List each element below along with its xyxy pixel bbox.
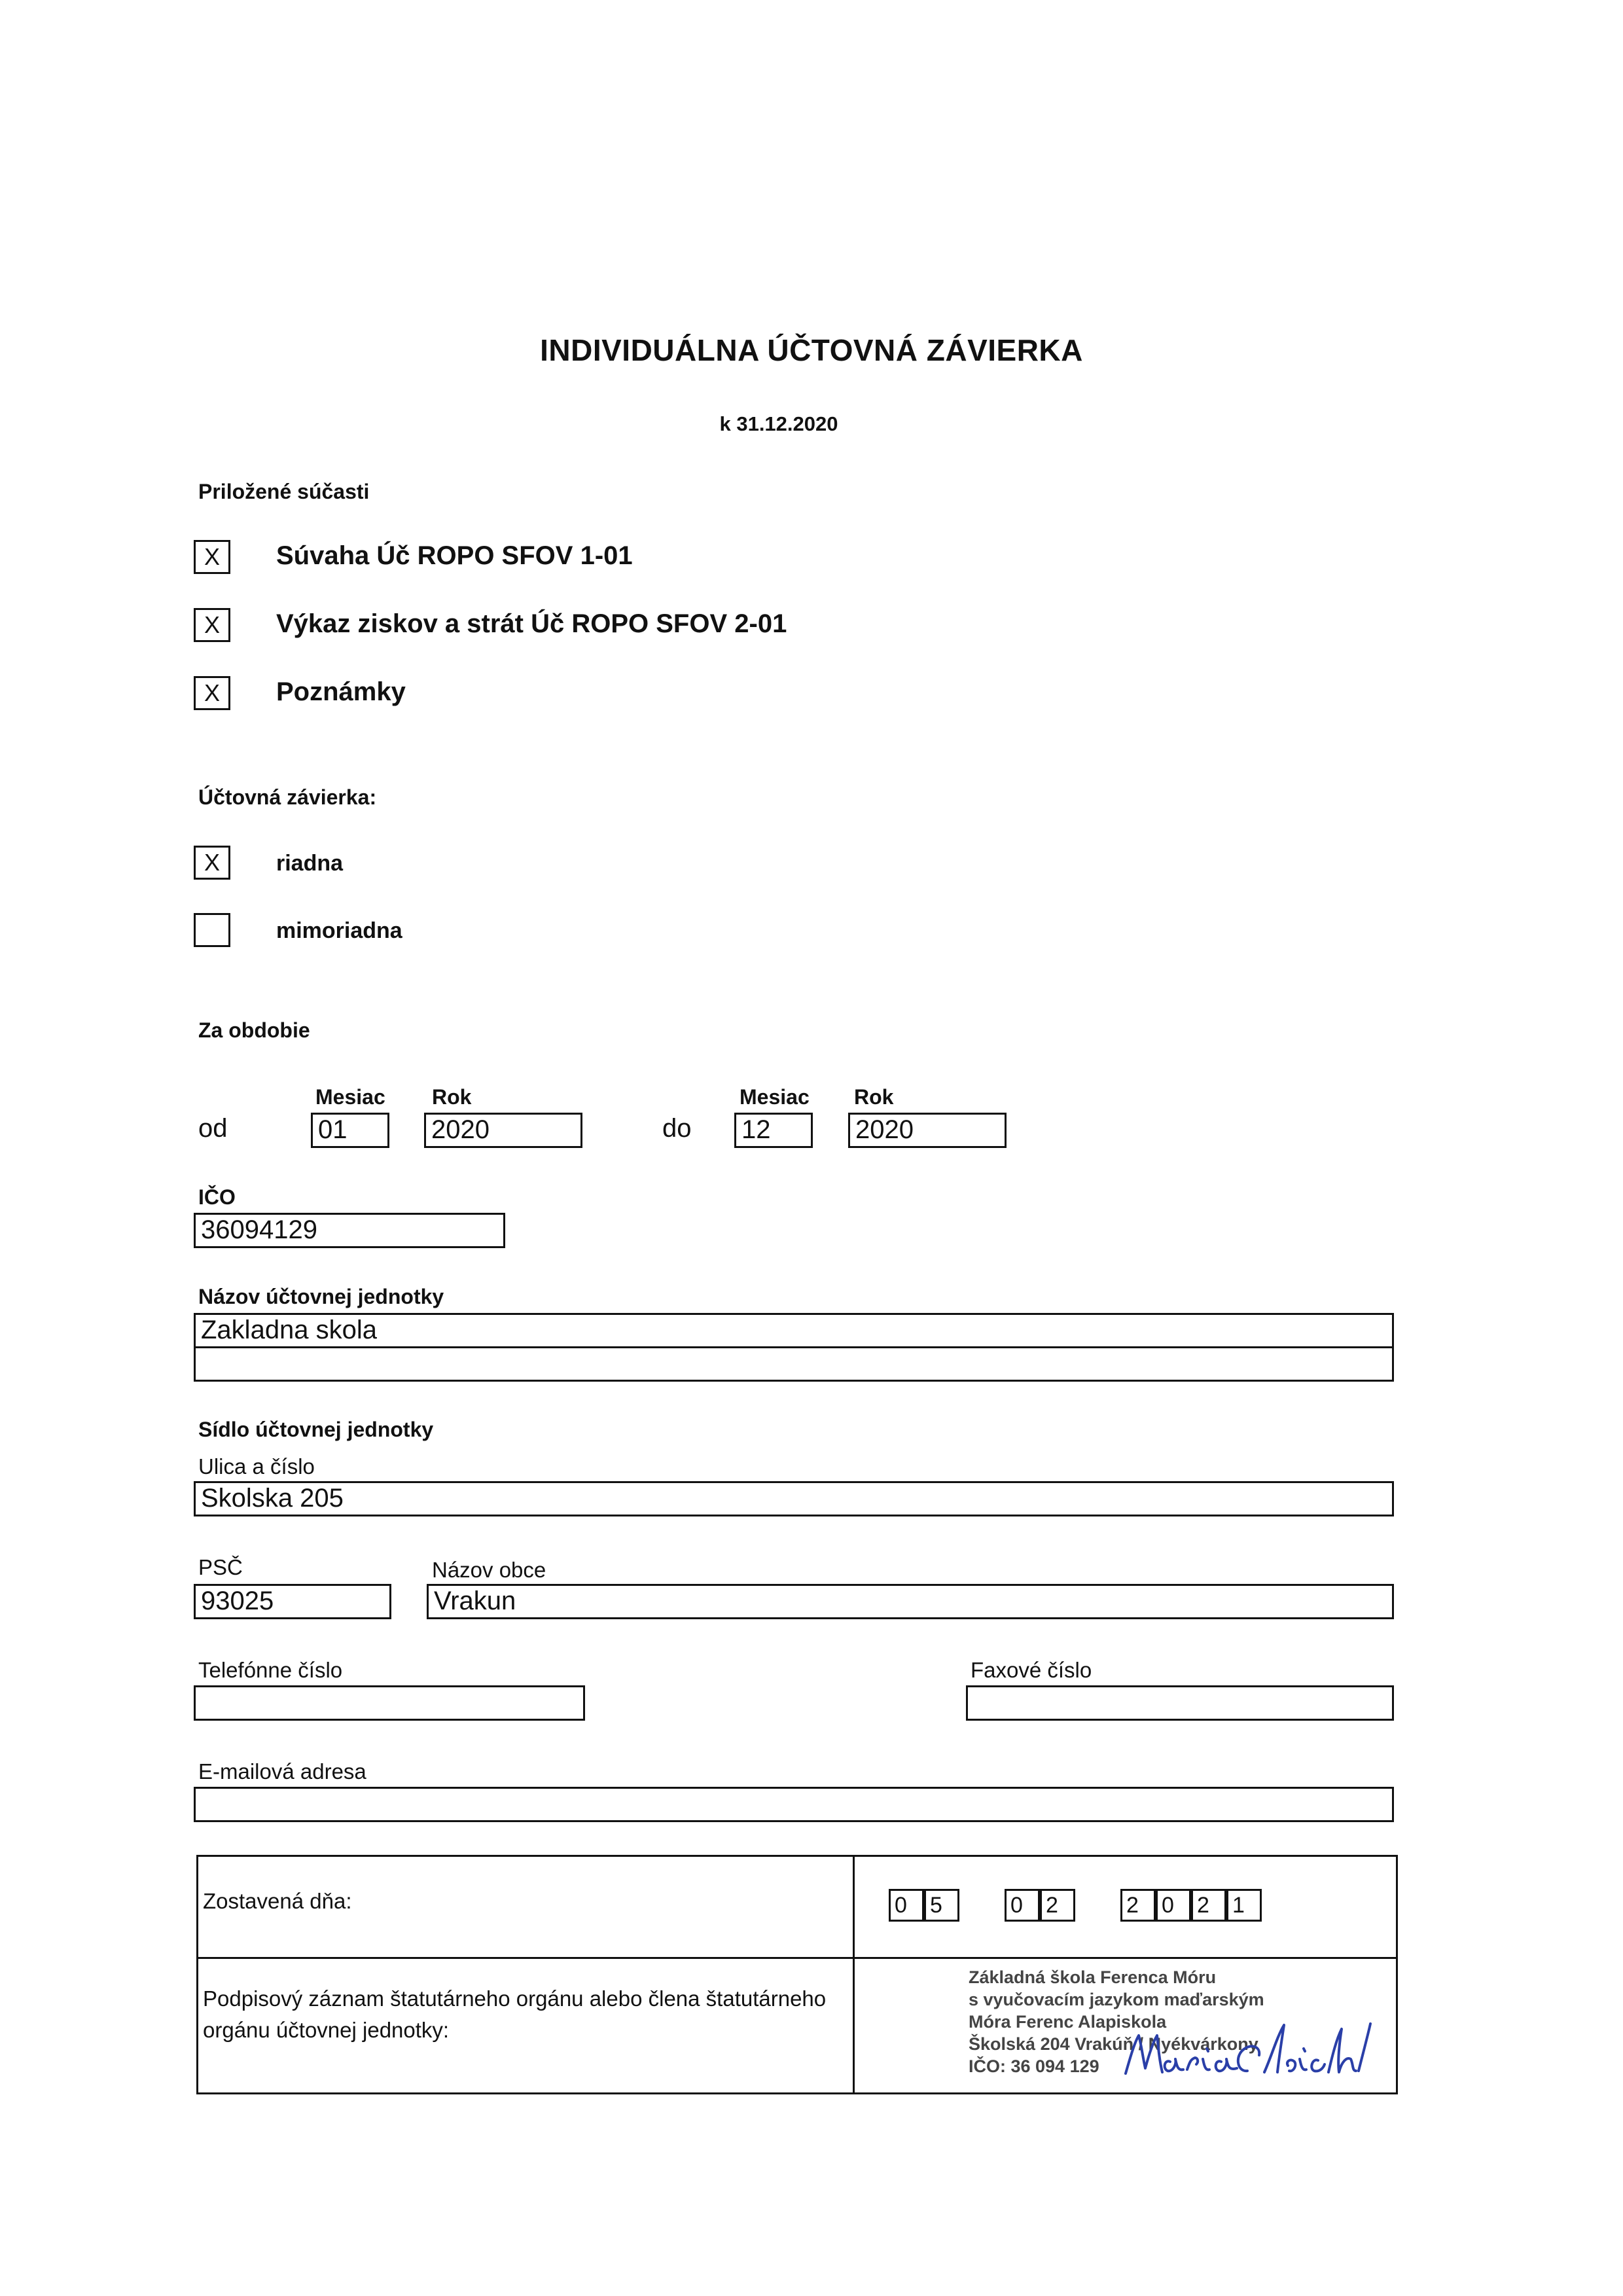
psc-field[interactable]: 93025 — [194, 1584, 391, 1619]
label-suvaha: Súvaha Úč ROPO SFOV 1-01 — [276, 541, 633, 570]
ico-field[interactable]: 36094129 — [194, 1213, 505, 1248]
checkbox-poznamky[interactable]: X — [194, 676, 230, 710]
unit-name-field-line1[interactable]: Zakladna skola — [194, 1313, 1394, 1348]
compiled-year-digit-1[interactable]: 2 — [1120, 1889, 1156, 1922]
closing-type-heading: Účtovná závierka: — [198, 785, 377, 809]
to-month-label: Mesiac — [740, 1085, 810, 1109]
signature-label: Podpisový záznam štatutárneho orgánu alebo člena štatutárneho orgánu účtovnej jednotky: — [203, 1986, 827, 2042]
to-label: do — [662, 1114, 692, 1143]
stamp-line-5: IČO: 36 094 129 — [969, 2056, 1099, 2076]
street-label: Ulica a číslo — [198, 1454, 315, 1479]
stamp-line-2: s vyučovacím jazykom maďarským — [969, 1990, 1264, 2009]
compiled-month-digit-1[interactable]: 0 — [1005, 1889, 1040, 1922]
stamp-line-4: Školská 204 Vrakúň / Nyékvárkony — [969, 2034, 1258, 2054]
checkbox-vykaz[interactable]: X — [194, 608, 230, 642]
fax-field[interactable] — [966, 1685, 1394, 1721]
unit-name-label: Názov účtovnej jednotky — [198, 1285, 444, 1308]
label-vykaz: Výkaz ziskov a strát Úč ROPO SFOV 2-01 — [276, 609, 787, 638]
checkbox-riadna[interactable]: X — [194, 846, 230, 880]
to-year-label: Rok — [854, 1085, 894, 1109]
label-poznamky: Poznámky — [276, 677, 406, 706]
report-date: k 31.12.2020 — [719, 412, 838, 435]
from-month-field[interactable]: 01 — [311, 1113, 389, 1148]
compiled-year-digit-3[interactable]: 2 — [1191, 1889, 1226, 1922]
psc-label: PSČ — [198, 1555, 243, 1579]
phone-label: Telefónne číslo — [198, 1658, 343, 1682]
town-field[interactable]: Vrakun — [427, 1584, 1394, 1619]
email-field[interactable] — [194, 1787, 1394, 1822]
table-vertical-divider — [853, 1855, 855, 2094]
compiled-label: Zostavená dňa: — [203, 1889, 352, 1913]
town-label: Názov obce — [432, 1558, 546, 1582]
to-month-field[interactable]: 12 — [734, 1113, 813, 1148]
seat-heading: Sídlo účtovnej jednotky — [198, 1418, 434, 1441]
handwritten-signature — [1119, 2016, 1374, 2088]
compiled-day-digit-1[interactable]: 0 — [889, 1889, 924, 1922]
attached-heading: Priložené súčasti — [198, 480, 370, 503]
compiled-year-digit-2[interactable]: 0 — [1156, 1889, 1191, 1922]
to-year-field[interactable]: 2020 — [848, 1113, 1007, 1148]
phone-field[interactable] — [194, 1685, 585, 1721]
label-riadna: riadna — [276, 851, 344, 876]
ico-label: IČO — [198, 1185, 236, 1209]
unit-name-field-line2[interactable] — [194, 1346, 1394, 1382]
from-year-label: Rok — [432, 1085, 472, 1109]
street-field[interactable]: Skolska 205 — [194, 1481, 1394, 1516]
compiled-day-digit-2[interactable]: 5 — [924, 1889, 959, 1922]
from-label: od — [198, 1114, 228, 1143]
table-horizontal-divider — [196, 1957, 1398, 1959]
from-year-field[interactable]: 2020 — [424, 1113, 582, 1148]
stamp-line-1: Základná škola Ferenca Móru — [969, 1967, 1217, 1987]
checkbox-suvaha[interactable]: X — [194, 540, 230, 574]
fax-label: Faxové číslo — [971, 1658, 1092, 1682]
email-label: E-mailová adresa — [198, 1759, 366, 1784]
from-month-label: Mesiac — [315, 1085, 385, 1109]
compiled-month-digit-2[interactable]: 2 — [1040, 1889, 1075, 1922]
label-mimoriadna: mimoriadna — [276, 918, 402, 943]
period-heading: Za obdobie — [198, 1018, 310, 1042]
stamp-line-3: Móra Ferenc Alapiskola — [969, 2012, 1167, 2032]
compiled-year-digit-4[interactable]: 1 — [1226, 1889, 1262, 1922]
document-title: INDIVIDUÁLNA ÚČTOVNÁ ZÁVIERKA — [540, 333, 1083, 367]
checkbox-mimoriadna[interactable] — [194, 913, 230, 947]
